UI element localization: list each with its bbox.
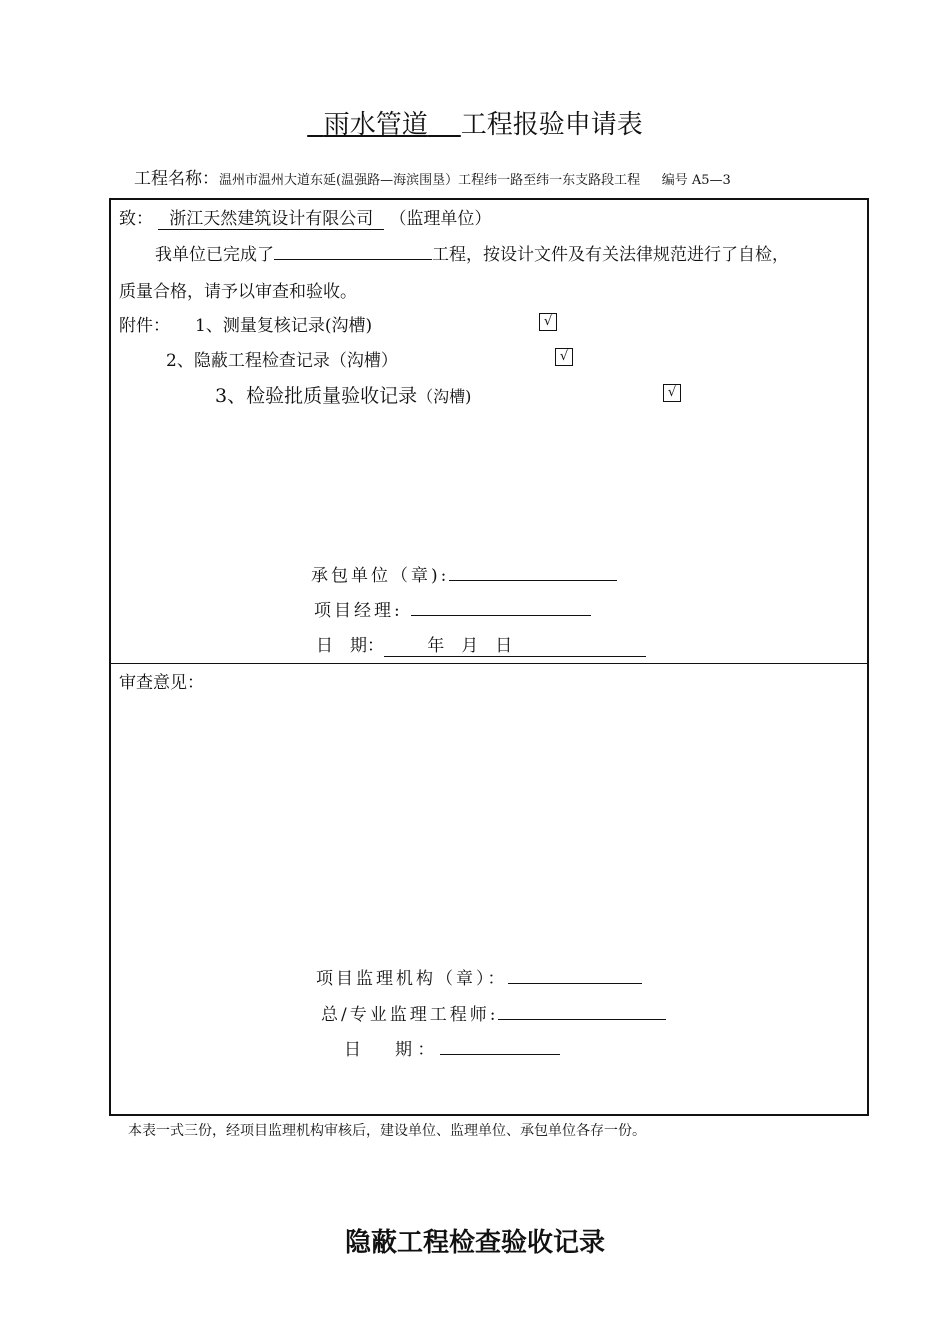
statement-part1: 我单位已完成了	[155, 245, 274, 265]
engineer-label: 总/专业监理工程师:	[321, 1005, 499, 1025]
attachment-item-1: 1、测量复核记录(沟槽)	[195, 316, 373, 336]
supervisor-org-field[interactable]	[508, 967, 642, 984]
date-line-2	[344, 1035, 560, 1060]
date-field-2[interactable]	[440, 1038, 560, 1055]
manager-label: 项目经理:	[314, 601, 403, 621]
attachment-3-checkbox[interactable]: √	[663, 384, 681, 402]
attachment-item-2: 2、隐蔽工程检查记录（沟槽）	[166, 351, 398, 371]
title-underlined-part: 雨水管道	[323, 110, 428, 140]
supervisor-org-label: 项目监理机构（章）：	[316, 969, 508, 989]
to-line	[119, 204, 491, 230]
date-field-1[interactable]: 年 月 日	[384, 631, 646, 657]
contractor-label: 承包单位（章):	[311, 566, 450, 586]
statement-part2: 工程，按设计文件及有关法律规范进行了自检，	[432, 245, 789, 265]
supervisor-org-line	[316, 964, 642, 989]
form-title	[0, 104, 950, 141]
attachment-1-checkbox[interactable]: √	[539, 313, 557, 331]
project-label: 工程名称：	[134, 169, 219, 189]
form-table	[109, 198, 869, 1116]
to-role: （监理单位）	[389, 209, 492, 229]
contractor-line	[311, 561, 617, 586]
attachment-item-3	[215, 381, 471, 408]
engineer-field[interactable]	[498, 1003, 666, 1020]
to-company: 浙江天然建筑设计有限公司	[158, 204, 384, 230]
manager-line	[314, 596, 591, 621]
attachments-label: 附件：	[119, 316, 170, 336]
completed-work-field[interactable]	[274, 242, 432, 260]
section-divider	[111, 663, 867, 664]
attachment-3-label: 3、检验批质量验收记录	[215, 385, 418, 407]
next-form-title: 隐蔽工程检查验收记录	[344, 1228, 605, 1258]
date-label-1: 日 期：	[316, 636, 384, 656]
project-line	[134, 164, 731, 189]
statement-line-1	[155, 240, 789, 265]
attachment-2-checkbox[interactable]: √	[555, 348, 573, 366]
to-label: 致：	[119, 209, 153, 229]
attachment-3-suffix: （沟槽)	[417, 387, 472, 406]
title-main-part: 工程报验申请表	[460, 110, 643, 140]
form-number: 编号 A5—3	[661, 173, 731, 188]
engineer-line	[321, 1000, 666, 1025]
manager-field[interactable]	[411, 599, 591, 616]
date-line-1	[316, 631, 646, 657]
statement-line-2: 质量合格，请予以审查和验收。	[119, 282, 357, 302]
project-name: 温州市温州大道东延(温强路—海滨围垦）工程纬一路至纬一东支路段工程	[219, 173, 641, 188]
opinion-label: 审查意见：	[119, 673, 204, 693]
contractor-field[interactable]	[449, 564, 617, 581]
footnote: 本表一式三份，经项目监理机构审核后，建设单位、监理单位、承包单位各存一份。	[128, 1123, 646, 1139]
date-label-2: 日 期 ：	[344, 1040, 435, 1060]
